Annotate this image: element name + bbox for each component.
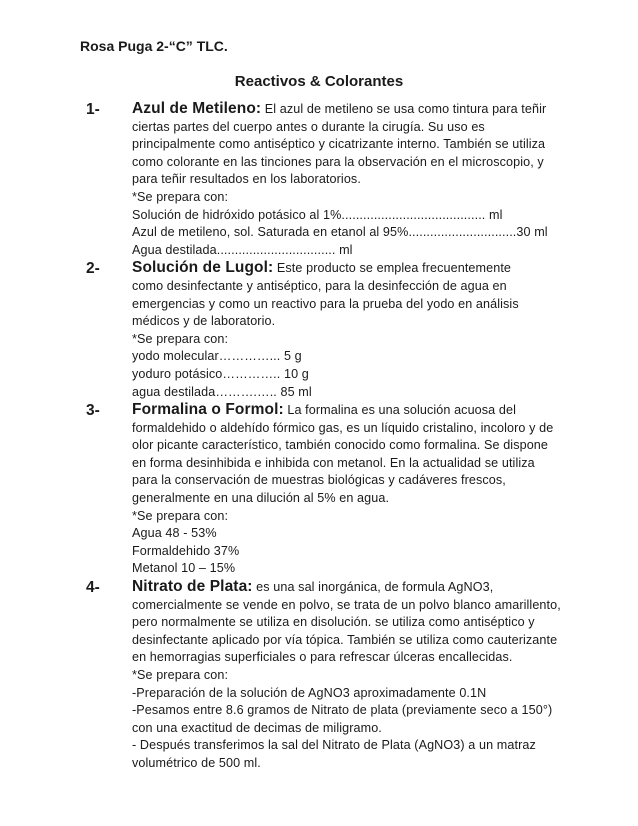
item-number: 4- [86, 579, 100, 597]
item-line: Metanol 10 – 15% [132, 561, 236, 576]
item-line: agua destilada……….….. 85 ml [132, 384, 312, 399]
item-line: formaldehido o aldehído fórmico gas, es un líquido cristalino, incoloro y de [132, 420, 554, 435]
item-line: -Preparación de la solución de AgNO3 aproximadamente 0.1N [132, 685, 487, 700]
item-line: pero normalmente se utiliza en disolución. se utiliza como antiséptico y [132, 615, 535, 630]
item-text: Este producto se emplea frecuentemente [276, 261, 512, 276]
reagent-item [86, 100, 556, 259]
item-text: es una sal inorgánica, de formula AgNO3, [256, 580, 494, 595]
item-line: para teñir resultados en los laboratorios. [132, 172, 361, 187]
item-line: en hemorragias superficiales o para refrescar úlceras encallecidas. [132, 650, 513, 665]
item-line: Azul de metileno, sol. Saturada en etanol al 95%..............................30 ml [132, 225, 548, 240]
item-line: olor picante característico, también conocido como formalina. Se dispone [132, 438, 549, 453]
item-number: 3- [86, 402, 100, 420]
item-line: yodo molecular…………... 5 g [132, 349, 302, 364]
item-line [132, 578, 561, 597]
item-body [132, 401, 556, 578]
item-number: 2- [86, 260, 100, 278]
item-line: *Se prepara con: [132, 189, 229, 204]
item-line: volumétrico de 500 ml. [132, 755, 261, 770]
item-term: Azul de Metileno: [132, 100, 262, 117]
item-body [132, 259, 556, 401]
item-line: comercialmente se vende en polvo, se trata de un polvo blanco amarillento, [132, 597, 561, 612]
item-line: para la conservación de muestras biológicas y cadáveres frescos, [132, 473, 506, 488]
item-line: generalmente en una dilución al 5% en agua. [132, 491, 390, 506]
item-term: Nitrato de Plata: [132, 578, 253, 596]
item-line: yoduro potásico………….. 10 g [132, 366, 309, 381]
item-line: en forma desinhibida e inhibida con metanol. En la actualidad se utiliza [132, 455, 535, 470]
item-line: con una exactitud de decimas de miligramo. [132, 720, 382, 735]
item-line: Agua destilada................................. ml [132, 242, 353, 257]
item-number: 1- [86, 101, 100, 118]
reagent-item [86, 401, 556, 578]
item-line: Agua 48 - 53% [132, 526, 217, 541]
item-line [132, 259, 556, 278]
item-line [132, 401, 556, 420]
item-line: Formaldehido 37% [132, 543, 240, 558]
reagent-list [86, 100, 561, 773]
author-header: Rosa Puga 2-“C” TLC. [80, 38, 228, 54]
reagent-item [86, 578, 561, 773]
item-line: - Después transferimos la sal del Nitrato de Plata (AgNO3) a un matraz [132, 738, 536, 753]
reagent-item [86, 259, 556, 401]
item-line: principalmente como antiséptico y cicatrizante interno. También se utiliza [132, 137, 546, 152]
item-line: como colorante en las tinciones para la observación en el microscopio, y [132, 154, 544, 169]
item-line: emergencias y como un reactivo para la prueba del yodo en análisis [132, 296, 519, 311]
item-text: El azul de metileno se usa como tintura para teñir [264, 102, 547, 116]
item-line: -Pesamos entre 8.6 gramos de Nitrato de plata (previamente seco a 150°) [132, 703, 553, 718]
document-title: Reactivos & Colorantes [234, 73, 404, 90]
item-term: Solución de Lugol: [132, 259, 274, 277]
item-line [132, 100, 556, 119]
item-line: como desinfectante y antiséptico, para la desinfección de agua en [132, 278, 507, 293]
item-line: *Se prepara con: [132, 508, 229, 523]
item-text: La formalina es una solución acuosa del [287, 403, 516, 418]
item-line: ciertas partes del cuerpo antes o durante la cirugía. Su uso es [132, 119, 485, 134]
item-body [132, 578, 561, 773]
item-line: médicos y de laboratorio. [132, 314, 276, 329]
item-line: Solución de hidróxido potásico al 1%........................................ ml [132, 207, 503, 222]
item-body [132, 100, 556, 259]
item-line: desinfectante aplicado por vía tópica. También se utiliza como cauterizante [132, 632, 558, 647]
item-line: *Se prepara con: [132, 668, 229, 682]
item-line: *Se prepara con: [132, 331, 229, 346]
item-term: Formalina o Formol: [132, 401, 284, 419]
